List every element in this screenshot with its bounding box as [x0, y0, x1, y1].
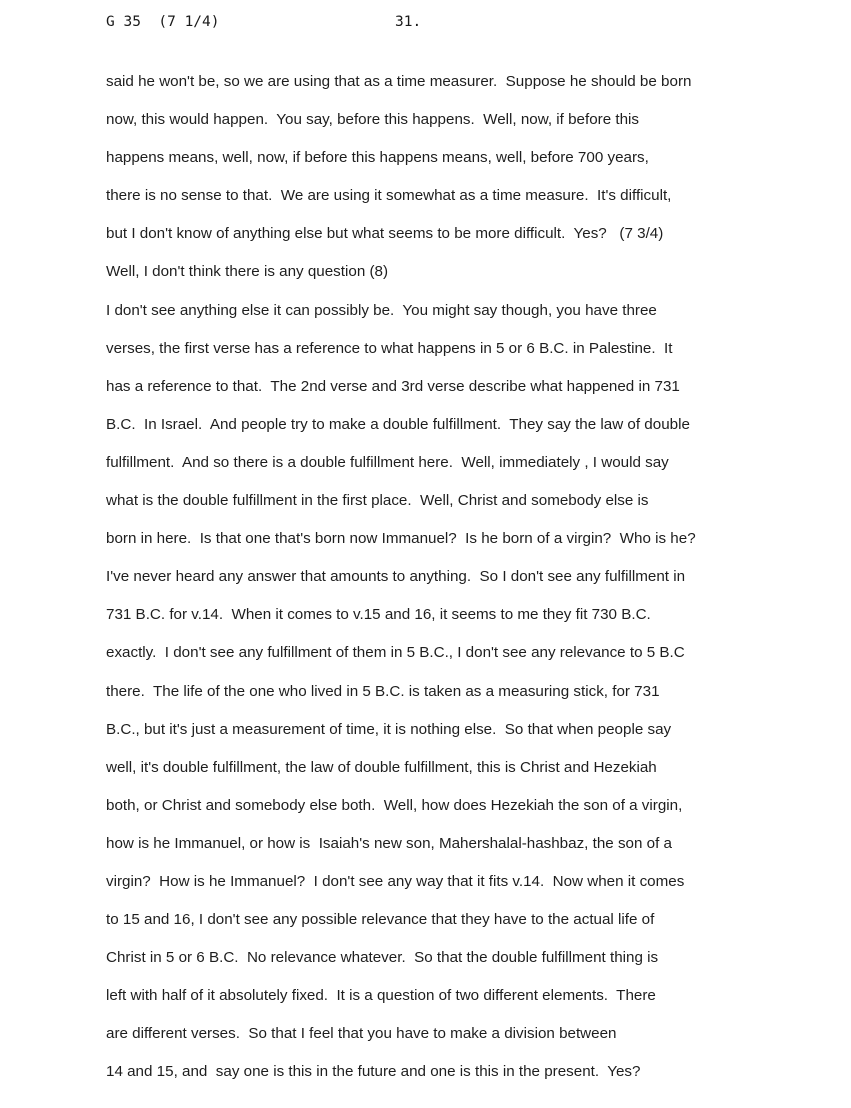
text-line: I've never heard any answer that amounts to anything. So I don't see any fulfillment in — [106, 568, 686, 586]
text-line: has a reference to that. The 2nd verse and 3rd verse describe what happened in 731 — [106, 377, 680, 395]
text-line: but I don't know of anything else but what seems to be more difficult. Yes? (7 3/4) — [106, 225, 664, 243]
page-number: 31. — [395, 14, 422, 30]
page-header — [106, 14, 851, 38]
document-code: G 35 (7 1/4) — [106, 14, 220, 30]
text-line: born in here. Is that one that's born now Immanuel? Is he born of a virgin? Who is he? — [106, 530, 696, 548]
text-line: there is no sense to that. We are using it somewhat as a time measure. It's difficult, — [106, 187, 672, 205]
text-line: verses, the first verse has a reference to what happens in 5 or 6 B.C. in Palestine. It — [106, 339, 673, 357]
text-line: left with half of it absolutely fixed. It is a question of two different elements. There — [106, 987, 656, 1005]
text-line: how is he Immanuel, or how is Isaiah's new son, Mahershalal-hashbaz, the son of a — [106, 834, 672, 852]
text-line: what is the double fulfillment in the first place. Well, Christ and somebody else is — [106, 492, 649, 510]
document-body — [106, 70, 851, 1099]
text-line: to 15 and 16, I don't see any possible relevance that they have to the actual life of — [106, 911, 655, 929]
text-line: Christ in 5 or 6 B.C. No relevance whatever. So that the double fulfillment thing is — [106, 949, 659, 967]
text-line: I don't see anything else it can possibly be. You might say though, you have three — [106, 301, 657, 319]
text-line: there. The life of the one who lived in 5 B.C. is taken as a measuring stick, for 731 — [106, 682, 660, 700]
text-line: happens means, well, now, if before this happens means, well, before 700 years, — [106, 149, 649, 167]
text-line: B.C., but it's just a measurement of time, it is nothing else. So that when people say — [106, 720, 672, 738]
text-line: both, or Christ and somebody else both. Well, how does Hezekiah the son of a virgin, — [106, 796, 683, 814]
text-line: are different verses. So that I feel that you have to make a division between — [106, 1025, 617, 1043]
text-line: Well, I don't think there is any question (8) — [106, 263, 389, 281]
text-line: B.C. In Israel. And people try to make a double fulfillment. They say the law of double — [106, 415, 690, 433]
text-line: exactly. I don't see any fulfillment of them in 5 B.C., I don't see any relevance to 5 B.C — [106, 644, 685, 662]
text-line: well, it's double fulfillment, the law of double fulfillment, this is Christ and Hezekiah — [106, 758, 657, 776]
text-line: virgin? How is he Immanuel? I don't see any way that it fits v.14. Now when it comes — [106, 872, 685, 890]
text-line: said he won't be, so we are using that as a time measurer. Suppose he should be born — [106, 73, 692, 90]
text-line: fulfillment. And so there is a double fulfillment here. Well, immediately , I would say — [106, 453, 669, 471]
text-line: 14 and 15, and say one is this in the future and one is this in the present. Yes? — [106, 1063, 641, 1081]
text-line: now, this would happen. You say, before this happens. Well, now, if before this — [106, 111, 640, 129]
text-line: 731 B.C. for v.14. When it comes to v.15 and 16, it seems to me they fit 730 B.C. — [106, 606, 651, 624]
